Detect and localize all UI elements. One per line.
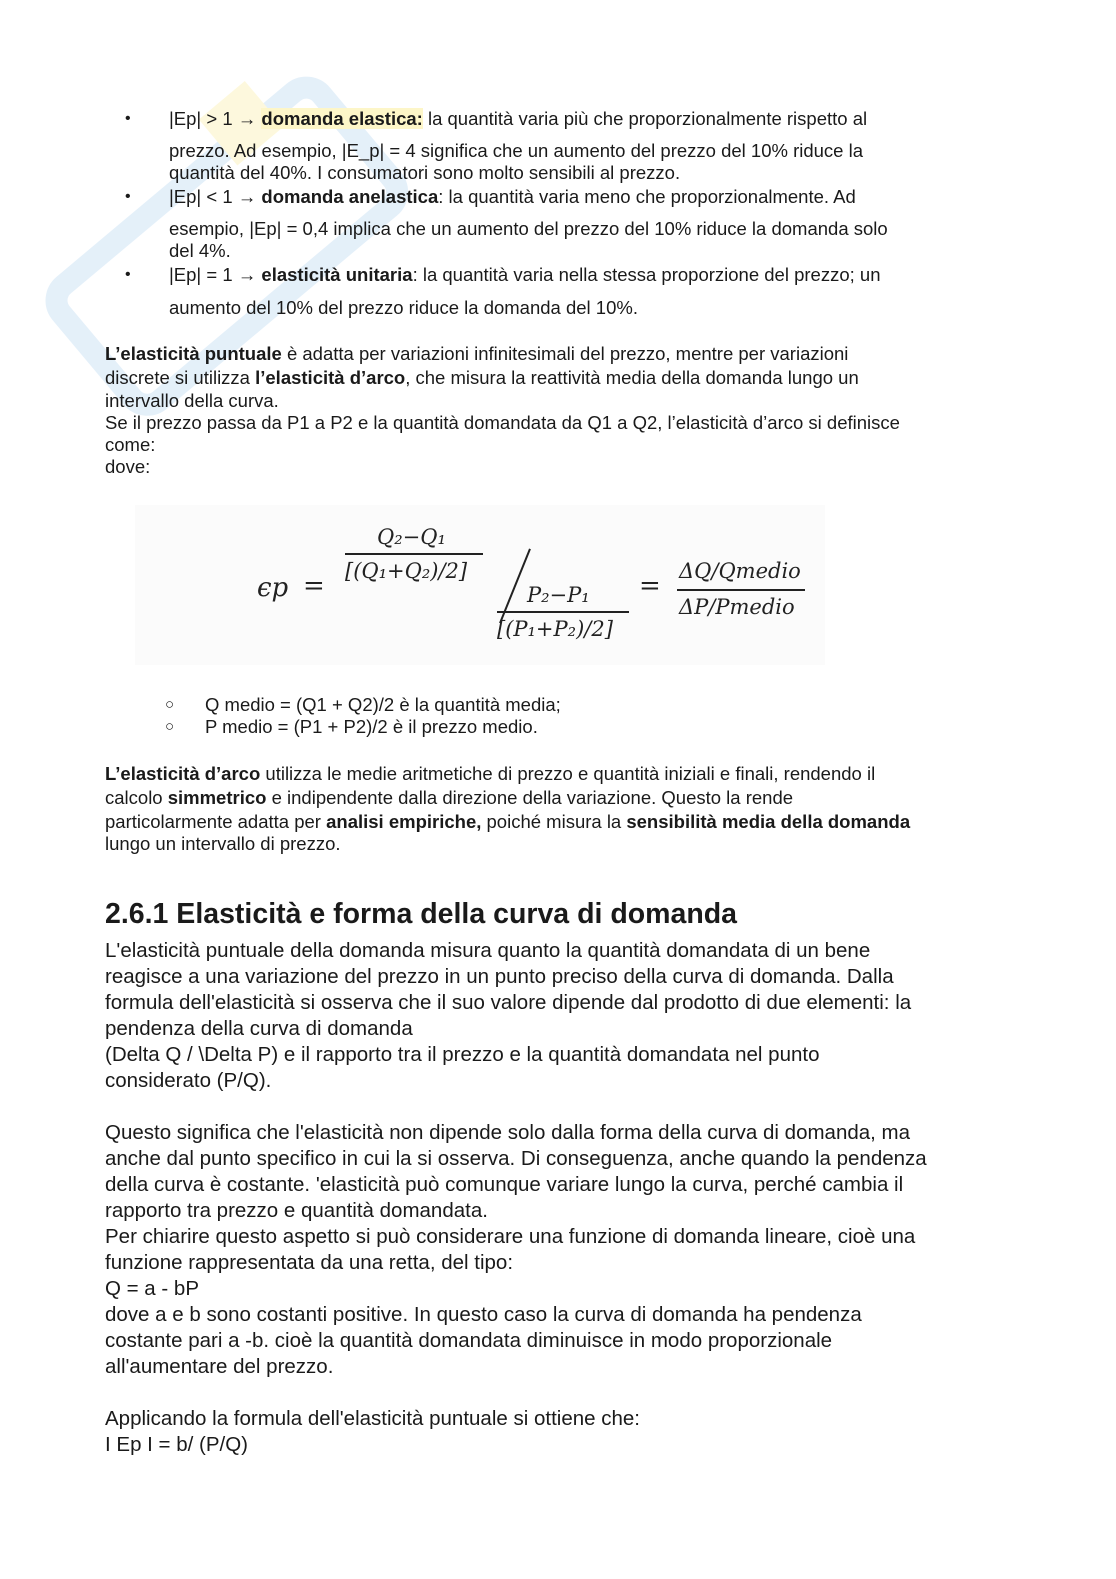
body-line: funzione rappresentata da una retta, del tipo: xyxy=(105,1251,514,1274)
text: e indipendente dalla direzione della variazione. Questo la rende xyxy=(266,787,794,808)
body-line: Questo significa che l'elasticità non dipende solo dalla forma della curva di domanda, ma xyxy=(105,1121,911,1144)
formula-numerator-p: P₂−P₁ xyxy=(527,583,590,607)
formula-numerator-q: Q₂−Q₁ xyxy=(377,525,446,549)
bold-term: sensibilità media della domanda xyxy=(626,811,911,832)
text: è adatta per variazioni infinitesimali del prezzo, mentre per variazioni xyxy=(281,343,849,364)
sub-bullet-line: Q medio = (Q1 + Q2)/2 è la quantità media; xyxy=(205,694,561,715)
section-heading: 2.6.1 Elasticità e forma della curva di domanda xyxy=(105,898,737,930)
formula-denominator-p: [(P₁+P₂)/2] xyxy=(497,617,613,641)
paragraph-line xyxy=(105,343,848,365)
bullet-icon: • xyxy=(125,266,131,283)
bold-term: l’elasticità d’arco xyxy=(255,367,406,388)
bullet-line: quantità del 40%. I consumatori sono molto sensibili al prezzo. xyxy=(169,162,681,183)
body-line: Applicando la formula dell'elasticità puntuale si ottiene che: xyxy=(105,1407,640,1430)
body-line: L'elasticità puntuale della domanda misura quanto la quantità domandata di un bene xyxy=(105,939,871,962)
text: |Ep| = 1 → xyxy=(169,264,262,285)
formula-equals: = xyxy=(639,571,661,601)
body-line: pendenza della curva di domanda xyxy=(105,1017,413,1040)
paragraph-line: lungo un intervallo di prezzo. xyxy=(105,833,341,854)
body-line: considerato (P/Q). xyxy=(105,1069,272,1092)
bullet-line: prezzo. Ad esempio, |E_p| = 4 significa che un aumento del prezzo del 10% riduce la xyxy=(169,140,864,161)
paragraph-line xyxy=(105,811,910,833)
bullet-icon: • xyxy=(125,110,131,127)
bullet-line: aumento del 10% del prezzo riduce la domanda del 10%. xyxy=(169,297,638,318)
body-line: I Ep I = b/ (P/Q) xyxy=(105,1433,248,1456)
paragraph-line: come: xyxy=(105,434,156,455)
body-line: Q = a - bP xyxy=(105,1277,200,1300)
text: utilizza le medie aritmetiche di prezzo e quantità iniziali e finali, rendendo il xyxy=(260,763,876,784)
bold-term: analisi empiriche, xyxy=(326,811,482,832)
formula-result-denominator: ΔP/Pmedio xyxy=(679,595,795,619)
body-line: costante pari a -b. cioè la quantità domandata diminuisce in modo proporzionale xyxy=(105,1329,833,1352)
bullet-line xyxy=(169,108,867,130)
bold-term: L’elasticità puntuale xyxy=(105,343,282,364)
paragraph-line: dove: xyxy=(105,456,151,477)
text: poiché misura la xyxy=(481,811,627,832)
bullet-line xyxy=(169,264,880,286)
circle-bullet-icon: ○ xyxy=(165,718,175,735)
bold-term: elasticità unitaria xyxy=(261,264,413,285)
text: , che misura la reattività media della domanda lungo un xyxy=(405,367,859,388)
formula-equals: = xyxy=(303,571,325,601)
text: la quantità varia più che proporzionalmente rispetto al xyxy=(422,108,868,129)
body-line: dove a e b sono costanti positive. In questo caso la curva di domanda ha pendenza xyxy=(105,1303,862,1326)
formula-result-numerator: ΔQ/Qmedio xyxy=(679,559,801,583)
paragraph-line: intervallo della curva. xyxy=(105,390,279,411)
body-line: formula dell'elasticità si osserva che il suo valore dipende dal prodotto di due elementi: la xyxy=(105,991,912,1014)
bullet-icon: • xyxy=(125,188,131,205)
text: discrete si utilizza xyxy=(105,367,256,388)
body-line: anche dal punto specifico in cui la si osserva. Di conseguenza, anche quando la pendenza xyxy=(105,1147,927,1170)
text: |Ep| < 1 → xyxy=(169,186,262,207)
fraction-bar xyxy=(345,553,483,555)
body-line: Per chiarire questo aspetto si può considerare una funzione di domanda lineare, cioè una xyxy=(105,1225,916,1248)
bullet-line xyxy=(169,186,856,208)
body-line: all'aumentare del prezzo. xyxy=(105,1355,334,1378)
body-line: reagisce a una variazione del prezzo in un punto preciso della curva di domanda. Dalla xyxy=(105,965,894,988)
fraction-bar xyxy=(677,589,805,591)
paragraph-line xyxy=(105,763,875,785)
bold-term: domanda elastica: xyxy=(261,108,423,129)
paragraph-line xyxy=(105,367,859,389)
text: particolarmente adatta per xyxy=(105,811,327,832)
body-line: (Delta Q / \Delta P) e il rapporto tra il prezzo e la quantità domandata nel punto xyxy=(105,1043,820,1066)
text: |Ep| > 1 → xyxy=(169,108,262,129)
paragraph-line: Se il prezzo passa da P1 a P2 e la quantità domandata da Q1 a Q2, l’elasticità d’arco si definisce xyxy=(105,412,900,433)
body-line: della curva è costante. 'elasticità può comunque variare lungo la curva, perché cambia il xyxy=(105,1173,904,1196)
bold-term: domanda anelastica xyxy=(261,186,439,207)
body-line: rapporto tra prezzo e quantità domandata. xyxy=(105,1199,488,1222)
fraction-bar xyxy=(497,611,629,613)
arc-elasticity-formula xyxy=(135,505,825,665)
formula-denominator-q: [(Q₁+Q₂)/2] xyxy=(345,559,468,583)
bullet-line: del 4%. xyxy=(169,240,231,261)
paragraph-line xyxy=(105,787,793,809)
text: calcolo xyxy=(105,787,168,808)
text: : la quantità varia meno che proporzionalmente. Ad xyxy=(438,186,856,207)
bullet-line: esempio, |Ep| = 0,4 implica che un aumento del prezzo del 10% riduce la domanda solo xyxy=(169,218,888,239)
text: : la quantità varia nella stessa proporzione del prezzo; un xyxy=(412,264,881,285)
circle-bullet-icon: ○ xyxy=(165,696,175,713)
bold-term: L’elasticità d’arco xyxy=(105,763,261,784)
sub-bullet-line: P medio = (P1 + P2)/2 è il prezzo medio. xyxy=(205,716,538,737)
formula-lhs: ϵp xyxy=(257,573,289,603)
bold-term: simmetrico xyxy=(167,787,267,808)
